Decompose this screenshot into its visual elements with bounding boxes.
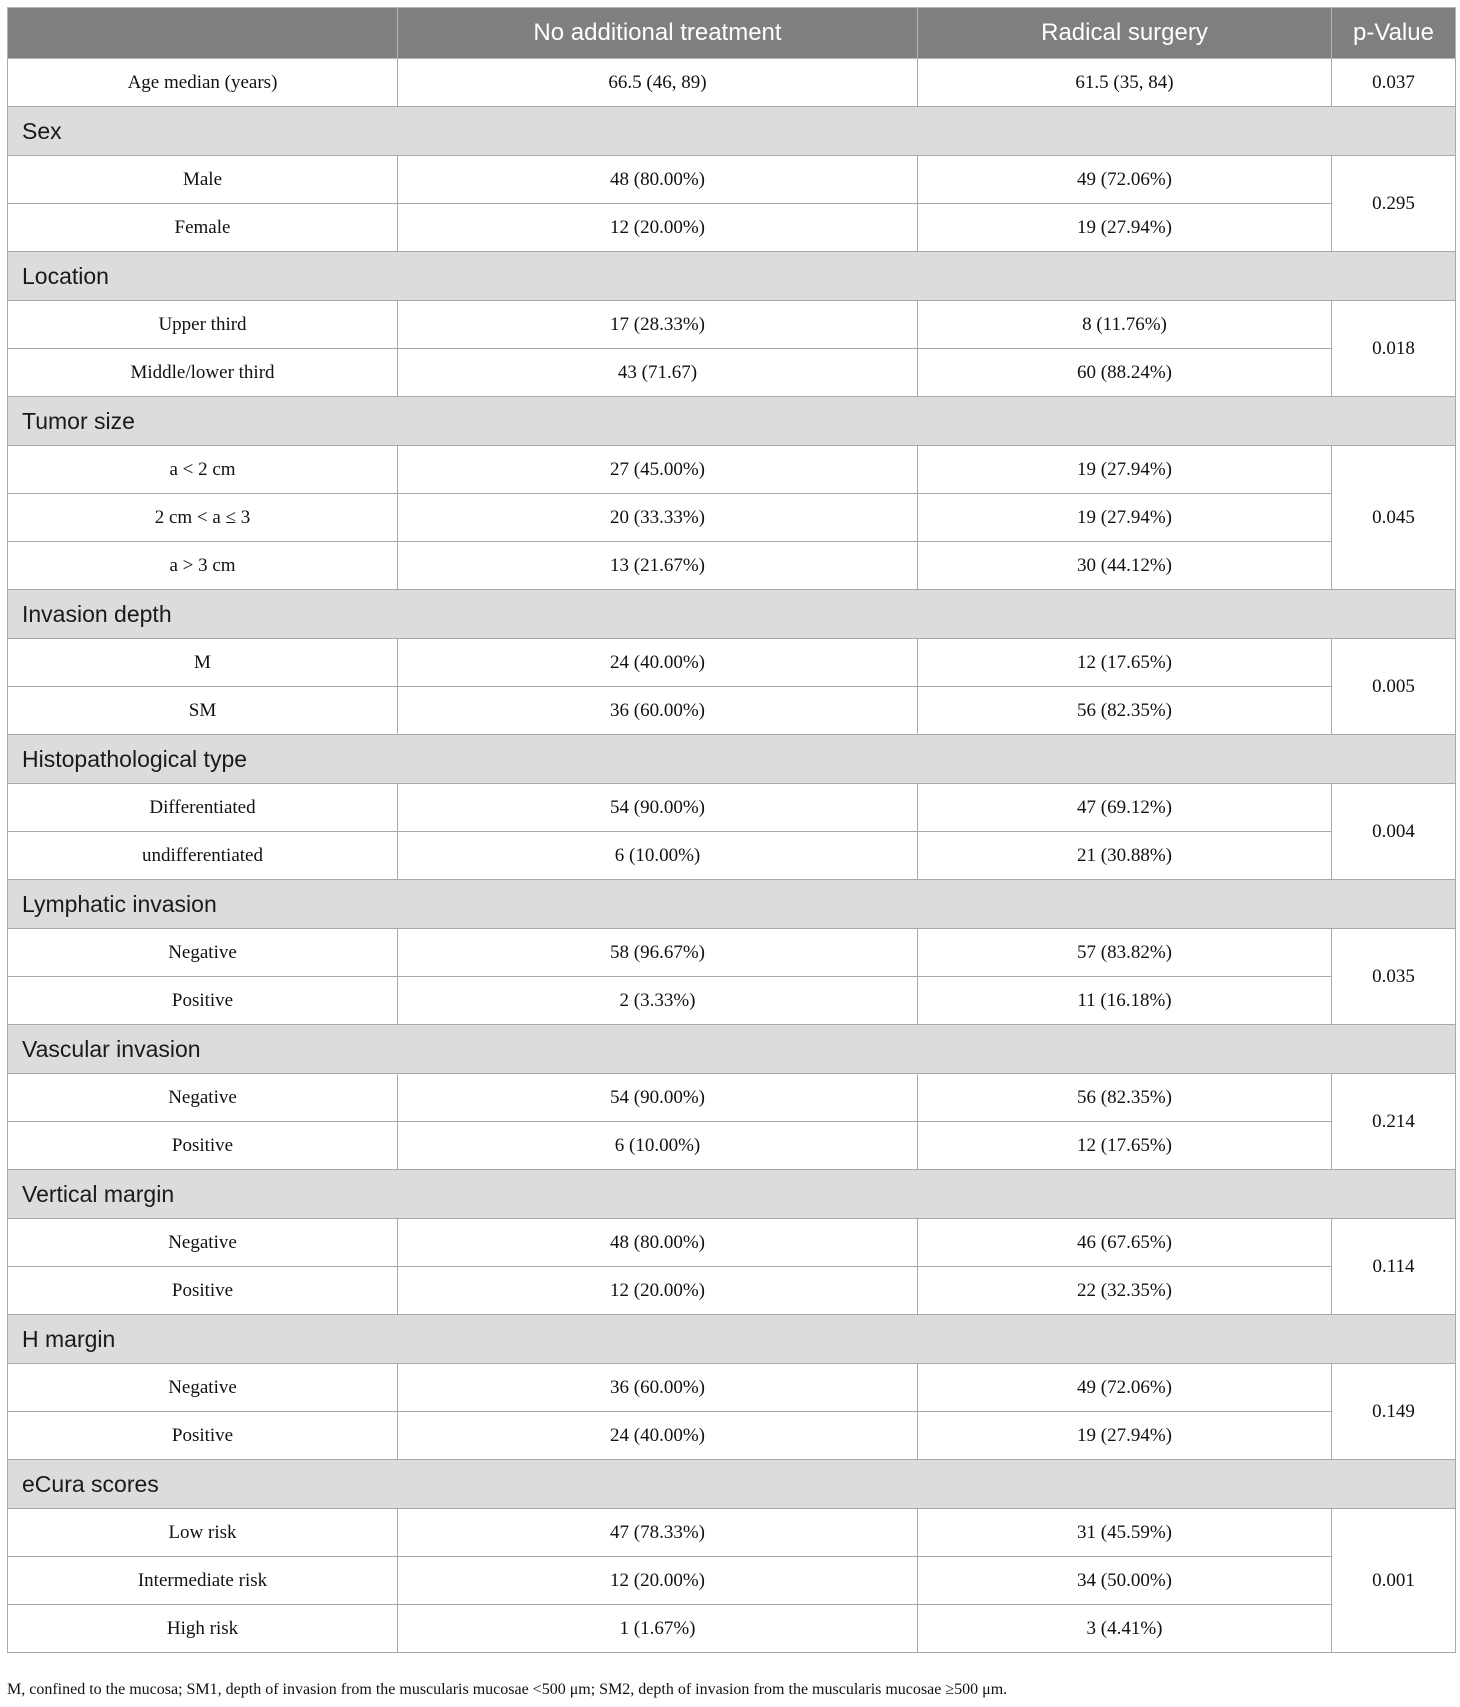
table-row (8, 1219, 1456, 1267)
table-row (8, 1267, 1456, 1315)
table-row (8, 977, 1456, 1025)
cell-no-treatment: 20 (33.33%) (398, 494, 918, 542)
section-header-row (8, 1315, 1456, 1364)
section-title: Lymphatic invasion (8, 880, 1456, 929)
cell-p-value: 0.114 (1332, 1219, 1456, 1315)
cell-radical-surgery: 56 (82.35%) (918, 687, 1332, 735)
cell-radical-surgery: 19 (27.94%) (918, 204, 1332, 252)
table-row (8, 1122, 1456, 1170)
section-title: Vascular invasion (8, 1025, 1456, 1074)
cell-no-treatment: 12 (20.00%) (398, 204, 918, 252)
cell-no-treatment: 27 (45.00%) (398, 446, 918, 494)
section-header-row (8, 1025, 1456, 1074)
cell-radical-surgery: 46 (67.65%) (918, 1219, 1332, 1267)
cell-radical-surgery: 49 (72.06%) (918, 1364, 1332, 1412)
row-label: Intermediate risk (8, 1557, 398, 1605)
cell-p-value: 0.295 (1332, 156, 1456, 252)
age-no-treatment: 66.5 (46, 89) (398, 59, 918, 107)
section-title: H margin (8, 1315, 1456, 1364)
row-label: Positive (8, 1412, 398, 1460)
cell-p-value: 0.149 (1332, 1364, 1456, 1460)
row-label: SM (8, 687, 398, 735)
section-header-row (8, 252, 1456, 301)
table-footnote: M, confined to the mucosa; SM1, depth of invasion from the muscularis mucosae <500 μm; SM2, depth of invasion from the muscularis mucosae ≥500 μm. (7, 1681, 1008, 1698)
table-row (8, 687, 1456, 735)
row-label: Female (8, 204, 398, 252)
table-row (8, 301, 1456, 349)
age-p-value: 0.037 (1332, 59, 1456, 107)
cell-p-value: 0.018 (1332, 301, 1456, 397)
table-row (8, 784, 1456, 832)
cell-radical-surgery: 56 (82.35%) (918, 1074, 1332, 1122)
cell-no-treatment: 48 (80.00%) (398, 156, 918, 204)
cell-no-treatment: 54 (90.00%) (398, 784, 918, 832)
cell-no-treatment: 6 (10.00%) (398, 832, 918, 880)
table-row (8, 832, 1456, 880)
section-header-row (8, 1170, 1456, 1219)
age-radical: 61.5 (35, 84) (918, 59, 1332, 107)
section-header-row (8, 735, 1456, 784)
cell-p-value: 0.035 (1332, 929, 1456, 1025)
header-p-value: p-Value (1332, 8, 1456, 59)
section-title: Invasion depth (8, 590, 1456, 639)
row-label: a > 3 cm (8, 542, 398, 590)
cell-no-treatment: 48 (80.00%) (398, 1219, 918, 1267)
table-row (8, 1605, 1456, 1653)
row-label: Positive (8, 977, 398, 1025)
cell-p-value: 0.005 (1332, 639, 1456, 735)
row-label: Middle/lower third (8, 349, 398, 397)
cell-p-value: 0.214 (1332, 1074, 1456, 1170)
header-row (8, 8, 1456, 59)
table-row (8, 542, 1456, 590)
table-container (7, 7, 1455, 1653)
row-label: High risk (8, 1605, 398, 1653)
table-row (8, 204, 1456, 252)
cell-no-treatment: 24 (40.00%) (398, 639, 918, 687)
cell-radical-surgery: 30 (44.12%) (918, 542, 1332, 590)
cell-radical-surgery: 19 (27.94%) (918, 446, 1332, 494)
table-row (8, 1364, 1456, 1412)
table-row (8, 1412, 1456, 1460)
cell-no-treatment: 1 (1.67%) (398, 1605, 918, 1653)
section-title: Location (8, 252, 1456, 301)
table-row (8, 639, 1456, 687)
age-label: Age median (years) (8, 59, 398, 107)
table-body (8, 59, 1456, 1653)
header-blank (8, 8, 398, 59)
section-header-row (8, 880, 1456, 929)
row-label: Negative (8, 1074, 398, 1122)
cell-radical-surgery: 19 (27.94%) (918, 494, 1332, 542)
cell-no-treatment: 43 (71.67) (398, 349, 918, 397)
table-row (8, 446, 1456, 494)
cell-p-value: 0.004 (1332, 784, 1456, 880)
cell-no-treatment: 54 (90.00%) (398, 1074, 918, 1122)
section-header-row (8, 1460, 1456, 1509)
cell-radical-surgery: 57 (83.82%) (918, 929, 1332, 977)
cell-radical-surgery: 12 (17.65%) (918, 639, 1332, 687)
row-label: Upper third (8, 301, 398, 349)
row-label: Negative (8, 929, 398, 977)
table-row (8, 929, 1456, 977)
cell-radical-surgery: 21 (30.88%) (918, 832, 1332, 880)
cell-no-treatment: 2 (3.33%) (398, 977, 918, 1025)
cell-radical-surgery: 60 (88.24%) (918, 349, 1332, 397)
cell-radical-surgery: 34 (50.00%) (918, 1557, 1332, 1605)
row-label: Male (8, 156, 398, 204)
table-row (8, 1074, 1456, 1122)
characteristics-table (7, 7, 1456, 1653)
cell-no-treatment: 6 (10.00%) (398, 1122, 918, 1170)
section-title: Vertical margin (8, 1170, 1456, 1219)
cell-radical-surgery: 22 (32.35%) (918, 1267, 1332, 1315)
cell-no-treatment: 36 (60.00%) (398, 1364, 918, 1412)
row-label: Positive (8, 1267, 398, 1315)
cell-no-treatment: 47 (78.33%) (398, 1509, 918, 1557)
cell-no-treatment: 58 (96.67%) (398, 929, 918, 977)
row-label: Positive (8, 1122, 398, 1170)
row-label: Low risk (8, 1509, 398, 1557)
header-no-treatment: No additional treatment (398, 8, 918, 59)
cell-no-treatment: 13 (21.67%) (398, 542, 918, 590)
table-row (8, 156, 1456, 204)
table-row (8, 1509, 1456, 1557)
cell-no-treatment: 17 (28.33%) (398, 301, 918, 349)
row-label: a < 2 cm (8, 446, 398, 494)
table-row (8, 1557, 1456, 1605)
section-title: Sex (8, 107, 1456, 156)
section-title: Histopathological type (8, 735, 1456, 784)
cell-radical-surgery: 19 (27.94%) (918, 1412, 1332, 1460)
section-header-row (8, 107, 1456, 156)
cell-radical-surgery: 47 (69.12%) (918, 784, 1332, 832)
cell-radical-surgery: 31 (45.59%) (918, 1509, 1332, 1557)
cell-p-value: 0.045 (1332, 446, 1456, 590)
row-label: M (8, 639, 398, 687)
cell-radical-surgery: 49 (72.06%) (918, 156, 1332, 204)
section-title: Tumor size (8, 397, 1456, 446)
cell-no-treatment: 12 (20.00%) (398, 1267, 918, 1315)
row-label: 2 cm < a ≤ 3 (8, 494, 398, 542)
header-radical-surgery: Radical surgery (918, 8, 1332, 59)
cell-no-treatment: 24 (40.00%) (398, 1412, 918, 1460)
table-row (8, 494, 1456, 542)
section-title: eCura scores (8, 1460, 1456, 1509)
cell-no-treatment: 36 (60.00%) (398, 687, 918, 735)
cell-radical-surgery: 12 (17.65%) (918, 1122, 1332, 1170)
cell-radical-surgery: 8 (11.76%) (918, 301, 1332, 349)
section-header-row (8, 590, 1456, 639)
cell-radical-surgery: 11 (16.18%) (918, 977, 1332, 1025)
row-label: Differentiated (8, 784, 398, 832)
row-label: undifferentiated (8, 832, 398, 880)
row-label: Negative (8, 1219, 398, 1267)
section-header-row (8, 397, 1456, 446)
cell-p-value: 0.001 (1332, 1509, 1456, 1653)
row-label: Negative (8, 1364, 398, 1412)
age-row (8, 59, 1456, 107)
table-row (8, 349, 1456, 397)
cell-no-treatment: 12 (20.00%) (398, 1557, 918, 1605)
cell-radical-surgery: 3 (4.41%) (918, 1605, 1332, 1653)
